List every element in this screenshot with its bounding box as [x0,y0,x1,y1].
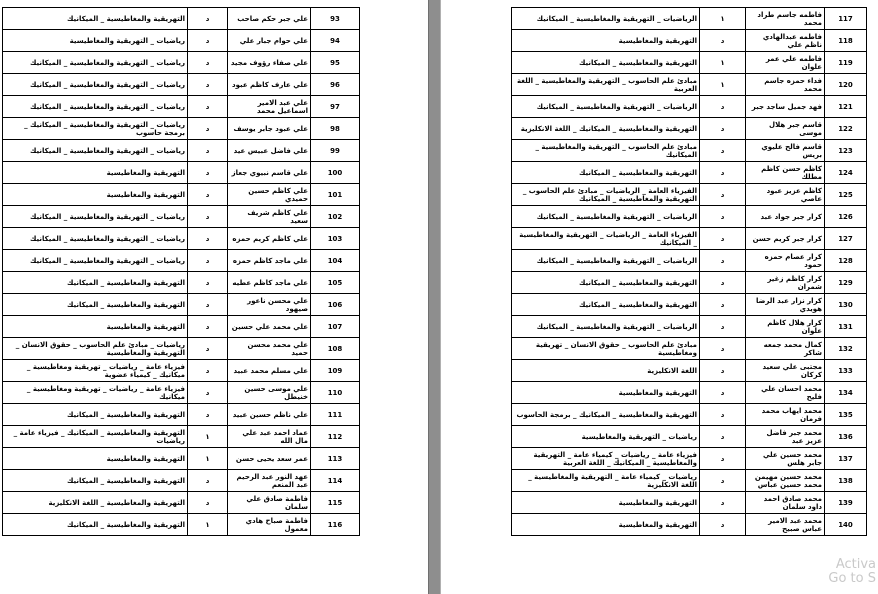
row-number-cell: 123 [825,140,867,162]
student-name-cell: علي موسى حسين خنيطل [228,382,311,404]
status-cell: ١ [700,8,746,30]
row-number-cell: 122 [825,118,867,140]
subjects-cell: التهريقية والمغاطيسية [512,382,700,404]
student-name-cell: علي ماجد كاظم عطيه [228,272,311,294]
row-number-cell: 102 [311,206,360,228]
status-cell: د [188,360,228,382]
status-cell: ١ [188,448,228,470]
student-table-left [2,7,360,536]
status-cell: د [700,404,746,426]
table-row [3,250,360,272]
subjects-cell: التهريقية والمغاطيسية [3,162,188,184]
activation-watermark [828,558,876,586]
row-number-cell: 131 [825,316,867,338]
student-name-cell: فداء حمزه جاسم محمد [746,74,825,96]
subjects-cell: الرياضيات _ التهريقية والمغاطيسية _ الميكانيك [512,250,700,272]
watermark-line-2: Go to S [828,571,876,586]
subjects-cell: الفيزياء العامة _ الرياضيات _ مبادئ علم الحاسوب _ التهريقية والمغاطيسية _ الميكانيك [512,184,700,206]
student-name-cell: علي ناظم حسين عبيد [228,404,311,426]
row-number-cell: 130 [825,294,867,316]
subjects-cell: اللغة الانكليزية [512,360,700,382]
student-name-cell: علي عارف كاظم عبود [228,74,311,96]
subjects-cell: فيزياء عامة _ رياضيات _ كيمياء عامة _ التهريقية والمغاطيسية _ الميكانيك _ اللغة العربية [512,448,700,470]
status-cell: د [700,96,746,118]
subjects-cell: فيزياء عامة _ رياضيات _ تهريقية ومغاطيسية _ ميكانيك _ كيمياء عضوية [3,360,188,382]
status-cell: د [188,118,228,140]
status-cell: د [188,382,228,404]
status-cell: د [700,492,746,514]
row-number-cell: 95 [311,52,360,74]
subjects-cell: التهريقية والمغاطيسية _ الميكانيك [512,52,700,74]
status-cell: د [700,470,746,492]
student-name-cell: فاطمه عبدالهادي ناظم علي [746,30,825,52]
watermark-line-1: Activa [835,557,876,572]
table-row [512,162,867,184]
status-cell: د [700,140,746,162]
table-row [512,470,867,492]
row-number-cell: 104 [311,250,360,272]
page-gutter [428,0,441,594]
row-number-cell: 128 [825,250,867,272]
status-cell: ١ [700,52,746,74]
table-row [512,404,867,426]
student-name-cell: محمد حسين مهيمن محمد حسين عباس [746,470,825,492]
row-number-cell: 133 [825,360,867,382]
status-cell: د [700,30,746,52]
table-row [3,8,360,30]
student-name-cell: كرار جبر كريم حسن [746,228,825,250]
subjects-cell: الفيزياء العامة _ الرياضيات _ التهريقية والمغاطيسية _ الميكانيك [512,228,700,250]
status-cell: د [188,206,228,228]
subjects-cell: رياضيات _ التهريقية والمغاطيسية _ الميكانيك [3,52,188,74]
status-cell: ١ [700,74,746,96]
student-name-cell: كرار كاظم زغير شمران [746,272,825,294]
status-cell: د [700,382,746,404]
status-cell: د [188,162,228,184]
row-number-cell: 115 [311,492,360,514]
row-number-cell: 117 [825,8,867,30]
status-cell: د [188,74,228,96]
row-number-cell: 112 [311,426,360,448]
row-number-cell: 114 [311,470,360,492]
status-cell: د [700,514,746,536]
status-cell: د [700,316,746,338]
status-cell: د [700,118,746,140]
table-row [3,206,360,228]
row-number-cell: 137 [825,448,867,470]
student-name-cell: كاظم حسن كاظم مطلك [746,162,825,184]
subjects-cell: التهريقية والمغاطيسية [512,514,700,536]
subjects-cell: الرياضيات _ التهريقية والمغاطيسية _ الميكانيك [512,206,700,228]
table-row [512,30,867,52]
row-number-cell: 110 [311,382,360,404]
student-name-cell: فاطمة صباح هادي معمول [228,514,311,536]
status-cell: د [700,206,746,228]
subjects-cell: رياضيات _ التهريقية والمغاطيسية [512,426,700,448]
status-cell: د [700,250,746,272]
table-row [3,514,360,536]
subjects-cell: رياضيات _ التهريقية والمغاطيسية _ الميكانيك [3,206,188,228]
status-cell: د [188,316,228,338]
table-row [512,338,867,360]
student-name-cell: علي حوام جبار علي [228,30,311,52]
subjects-cell: التهريقية والمغاطيسية _ الميكانيك [3,470,188,492]
row-number-cell: 127 [825,228,867,250]
subjects-cell: التهريقية والمغاطيسية _ الميكانيك [3,514,188,536]
row-number-cell: 135 [825,404,867,426]
status-cell: د [188,492,228,514]
student-name-cell: علي كاظم حسين حميدي [228,184,311,206]
table-row [3,338,360,360]
row-number-cell: 119 [825,52,867,74]
row-number-cell: 125 [825,184,867,206]
status-cell: د [700,228,746,250]
status-cell: د [700,338,746,360]
table-row [512,140,867,162]
row-number-cell: 103 [311,228,360,250]
table-row [3,404,360,426]
row-number-cell: 94 [311,30,360,52]
row-number-cell: 107 [311,316,360,338]
row-number-cell: 139 [825,492,867,514]
status-cell: د [188,470,228,492]
subjects-cell: التهريقية والمغاطيسية [512,492,700,514]
subjects-cell: التهريقية والمغاطيسية _ الميكانيك [3,404,188,426]
student-name-cell: علي محمد محسن حميد [228,338,311,360]
table-row [3,52,360,74]
student-name-cell: كمال محمد جمعه شاكر [746,338,825,360]
table-row [512,492,867,514]
table-row [3,140,360,162]
status-cell: د [188,8,228,30]
table-row [3,360,360,382]
table-row [3,470,360,492]
table-row [3,492,360,514]
status-cell: د [700,294,746,316]
student-name-cell: كاظم عزيز عبود عاصي [746,184,825,206]
status-cell: د [188,338,228,360]
table-row [512,448,867,470]
subjects-cell: التهريقية والمغاطيسية [3,448,188,470]
table-row [512,184,867,206]
status-cell: د [700,426,746,448]
table-row [512,118,867,140]
row-number-cell: 126 [825,206,867,228]
table-row [3,448,360,470]
row-number-cell: 99 [311,140,360,162]
row-number-cell: 96 [311,74,360,96]
status-cell: د [700,360,746,382]
subjects-cell: التهريقية والمغاطيسية _ الميكانيك [512,162,700,184]
student-name-cell: قاسم جبر هلال موسى [746,118,825,140]
student-name-cell: كرار نزار عبد الرضا هويدي [746,294,825,316]
row-number-cell: 100 [311,162,360,184]
status-cell: د [188,404,228,426]
student-name-cell: كرار هلال كاظم علوان [746,316,825,338]
table-row [3,272,360,294]
table-row [512,426,867,448]
row-number-cell: 98 [311,118,360,140]
student-table-right [511,7,867,536]
row-number-cell: 101 [311,184,360,206]
student-name-cell: علي عبود جابر يوسف [228,118,311,140]
table-row [512,272,867,294]
student-name-cell: محمد جبر فاضل عزيز عبد [746,426,825,448]
row-number-cell: 136 [825,426,867,448]
subjects-cell: التهريقية والمغاطيسية _ الميكانيك [3,8,188,30]
subjects-cell: رياضيات _ التهريقية والمغاطيسية _ الميكانيك [3,250,188,272]
subjects-cell: التهريقية والمغاطيسية [512,30,700,52]
status-cell: د [188,140,228,162]
table-row [3,382,360,404]
table-row [512,514,867,536]
table-row [3,74,360,96]
subjects-cell: رياضيات _ التهريقية والمغاطيسية _ الميكانيك [3,228,188,250]
table-row [3,294,360,316]
student-name-cell: علي كاظم كريم حمزه [228,228,311,250]
student-name-cell: كرار عصام حمزه حمود [746,250,825,272]
row-number-cell: 108 [311,338,360,360]
student-name-cell: فهد جميل ساجد جبر [746,96,825,118]
student-name-cell: علي صفاء رؤوف مجيد [228,52,311,74]
subjects-cell: رياضيات _ التهريقية والمغاطيسية _ الميكانيك [3,96,188,118]
subjects-cell: مبادئ علم الحاسوب _ حقوق الانسان _ تهريقية ومغاطيسية [512,338,700,360]
status-cell: د [188,228,228,250]
student-name-cell: علي محسن ناعور صيهود [228,294,311,316]
status-cell: د [188,52,228,74]
student-name-cell: عمر سعد يحيى حسن [228,448,311,470]
status-cell: د [700,162,746,184]
row-number-cell: 124 [825,162,867,184]
table-row [512,360,867,382]
subjects-cell: فيزياء عامة _ رياضيات _ تهريقية ومغاطيسية _ ميكانيك [3,382,188,404]
student-name-cell: عهد النور عبد الرحيم عبد المنعم [228,470,311,492]
document-page-right [441,0,878,594]
student-name-cell: علي محمد علي حسين [228,316,311,338]
status-cell: د [188,184,228,206]
table-row [3,184,360,206]
subjects-cell: التهريقية والمغاطيسية _ الميكانيك _ اللغة الانكليزية [512,118,700,140]
status-cell: د [700,272,746,294]
row-number-cell: 113 [311,448,360,470]
student-name-cell: علي مسلم محمد عبيد [228,360,311,382]
student-name-cell: فاطمه علي عمر علوان [746,52,825,74]
table-row [3,426,360,448]
table-row [512,52,867,74]
status-cell: د [188,250,228,272]
table-row [512,316,867,338]
student-name-cell: محمد حسين علي جابر هلس [746,448,825,470]
row-number-cell: 134 [825,382,867,404]
table-row [512,382,867,404]
subjects-cell: التهريقية والمغاطيسية _ الميكانيك [3,294,188,316]
subjects-cell: الرياضيات _ التهريقية والمغاطيسية _ الميكانيك [512,316,700,338]
row-number-cell: 140 [825,514,867,536]
student-name-cell: علي جبر حكم صاحب [228,8,311,30]
row-number-cell: 93 [311,8,360,30]
subjects-cell: رياضيات _ التهريقية والمغاطيسية _ الميكانيك _ برمجة حاسوب [3,118,188,140]
table-row [3,162,360,184]
subjects-cell: التهريقية والمغاطيسية _ اللغة الانكليزية [3,492,188,514]
row-number-cell: 111 [311,404,360,426]
student-name-cell: علي فاضل عبيس عيد [228,140,311,162]
subjects-cell: التهريقية والمغاطيسية _ الميكانيك [512,272,700,294]
table-row [512,8,867,30]
table-row [512,206,867,228]
table-row [512,228,867,250]
student-name-cell: علي عبد الامير اسماعيل محمد [228,96,311,118]
student-name-cell: محمد احسان علي فليح [746,382,825,404]
table-row [3,228,360,250]
student-name-cell: عماد احمد عبد علي مال الله [228,426,311,448]
status-cell: ١ [188,514,228,536]
subjects-cell: التهريقية والمغاطيسية _ الميكانيك _ برمجة الحاسوب [512,404,700,426]
subjects-cell: التهريقية والمغاطيسية _ الميكانيك [512,294,700,316]
table-row [512,96,867,118]
subjects-cell: التهريقية والمغاطيسية _ الميكانيك _ فيزياء عامة _ رياضيات [3,426,188,448]
status-cell: د [700,184,746,206]
student-name-cell: فاطمة صادق علي سلمان [228,492,311,514]
table-row [512,74,867,96]
row-number-cell: 129 [825,272,867,294]
student-name-cell: علي قاسم نبيوي جعاز [228,162,311,184]
table-row [3,316,360,338]
row-number-cell: 121 [825,96,867,118]
student-name-cell: محمد ايهاب محمد فرمان [746,404,825,426]
document-page-left [0,0,428,594]
status-cell: ١ [188,426,228,448]
row-number-cell: 97 [311,96,360,118]
subjects-cell: التهريقية والمغاطيسية [3,184,188,206]
subjects-cell: مبادئ علم الحاسوب _ التهريقية والمغاطيسية _ اللغة العربية [512,74,700,96]
table-row [512,294,867,316]
row-number-cell: 132 [825,338,867,360]
status-cell: د [188,294,228,316]
row-number-cell: 106 [311,294,360,316]
subjects-cell: رياضيات _ كيمياء عامة _ التهريقية والمغاطيسية _ اللغة الانكليزية [512,470,700,492]
student-name-cell: كرار جبر جواد عبد [746,206,825,228]
table-row [512,250,867,272]
subjects-cell: رياضيات _ التهريقية والمغاطيسية [3,30,188,52]
subjects-cell: رياضيات _ مبادئ علم الحاسوب _ حقوق الانسان _ التهريقية والمغاطيسية [3,338,188,360]
row-number-cell: 138 [825,470,867,492]
student-name-cell: قاسم فالح عليوي بريس [746,140,825,162]
table-row [3,118,360,140]
subjects-cell: رياضيات _ التهريقية والمغاطيسية _ الميكانيك [3,140,188,162]
status-cell: د [188,96,228,118]
subjects-cell: التهريقية والمغاطيسية [3,316,188,338]
student-name-cell: علي ماجد كاظم حمزه [228,250,311,272]
table-row [3,96,360,118]
row-number-cell: 120 [825,74,867,96]
status-cell: د [188,272,228,294]
student-name-cell: فاطمه جاسم طراد محمد [746,8,825,30]
student-name-cell: محمد عبد الامير عباس صبيح [746,514,825,536]
student-name-cell: علي كاظم شريف سعيد [228,206,311,228]
subjects-cell: مبادئ علم الحاسوب _ التهريقية والمغاطيسية _ الميكانيك [512,140,700,162]
status-cell: د [700,448,746,470]
subjects-cell: رياضيات _ التهريقية والمغاطيسية _ الميكانيك [3,74,188,96]
subjects-cell: التهريقية والمغاطيسية _ الميكانيك [3,272,188,294]
row-number-cell: 118 [825,30,867,52]
student-name-cell: محمد صادق احمد داود سلمان [746,492,825,514]
row-number-cell: 109 [311,360,360,382]
subjects-cell: الرياضيات _ التهريقية والمغاطيسية _ الميكانيك [512,8,700,30]
status-cell: د [188,30,228,52]
table-row [3,30,360,52]
row-number-cell: 105 [311,272,360,294]
row-number-cell: 116 [311,514,360,536]
student-name-cell: مجتبى علي سعيد كركان [746,360,825,382]
subjects-cell: الرياضيات _ التهريقية والمغاطيسية _ الميكانيك [512,96,700,118]
